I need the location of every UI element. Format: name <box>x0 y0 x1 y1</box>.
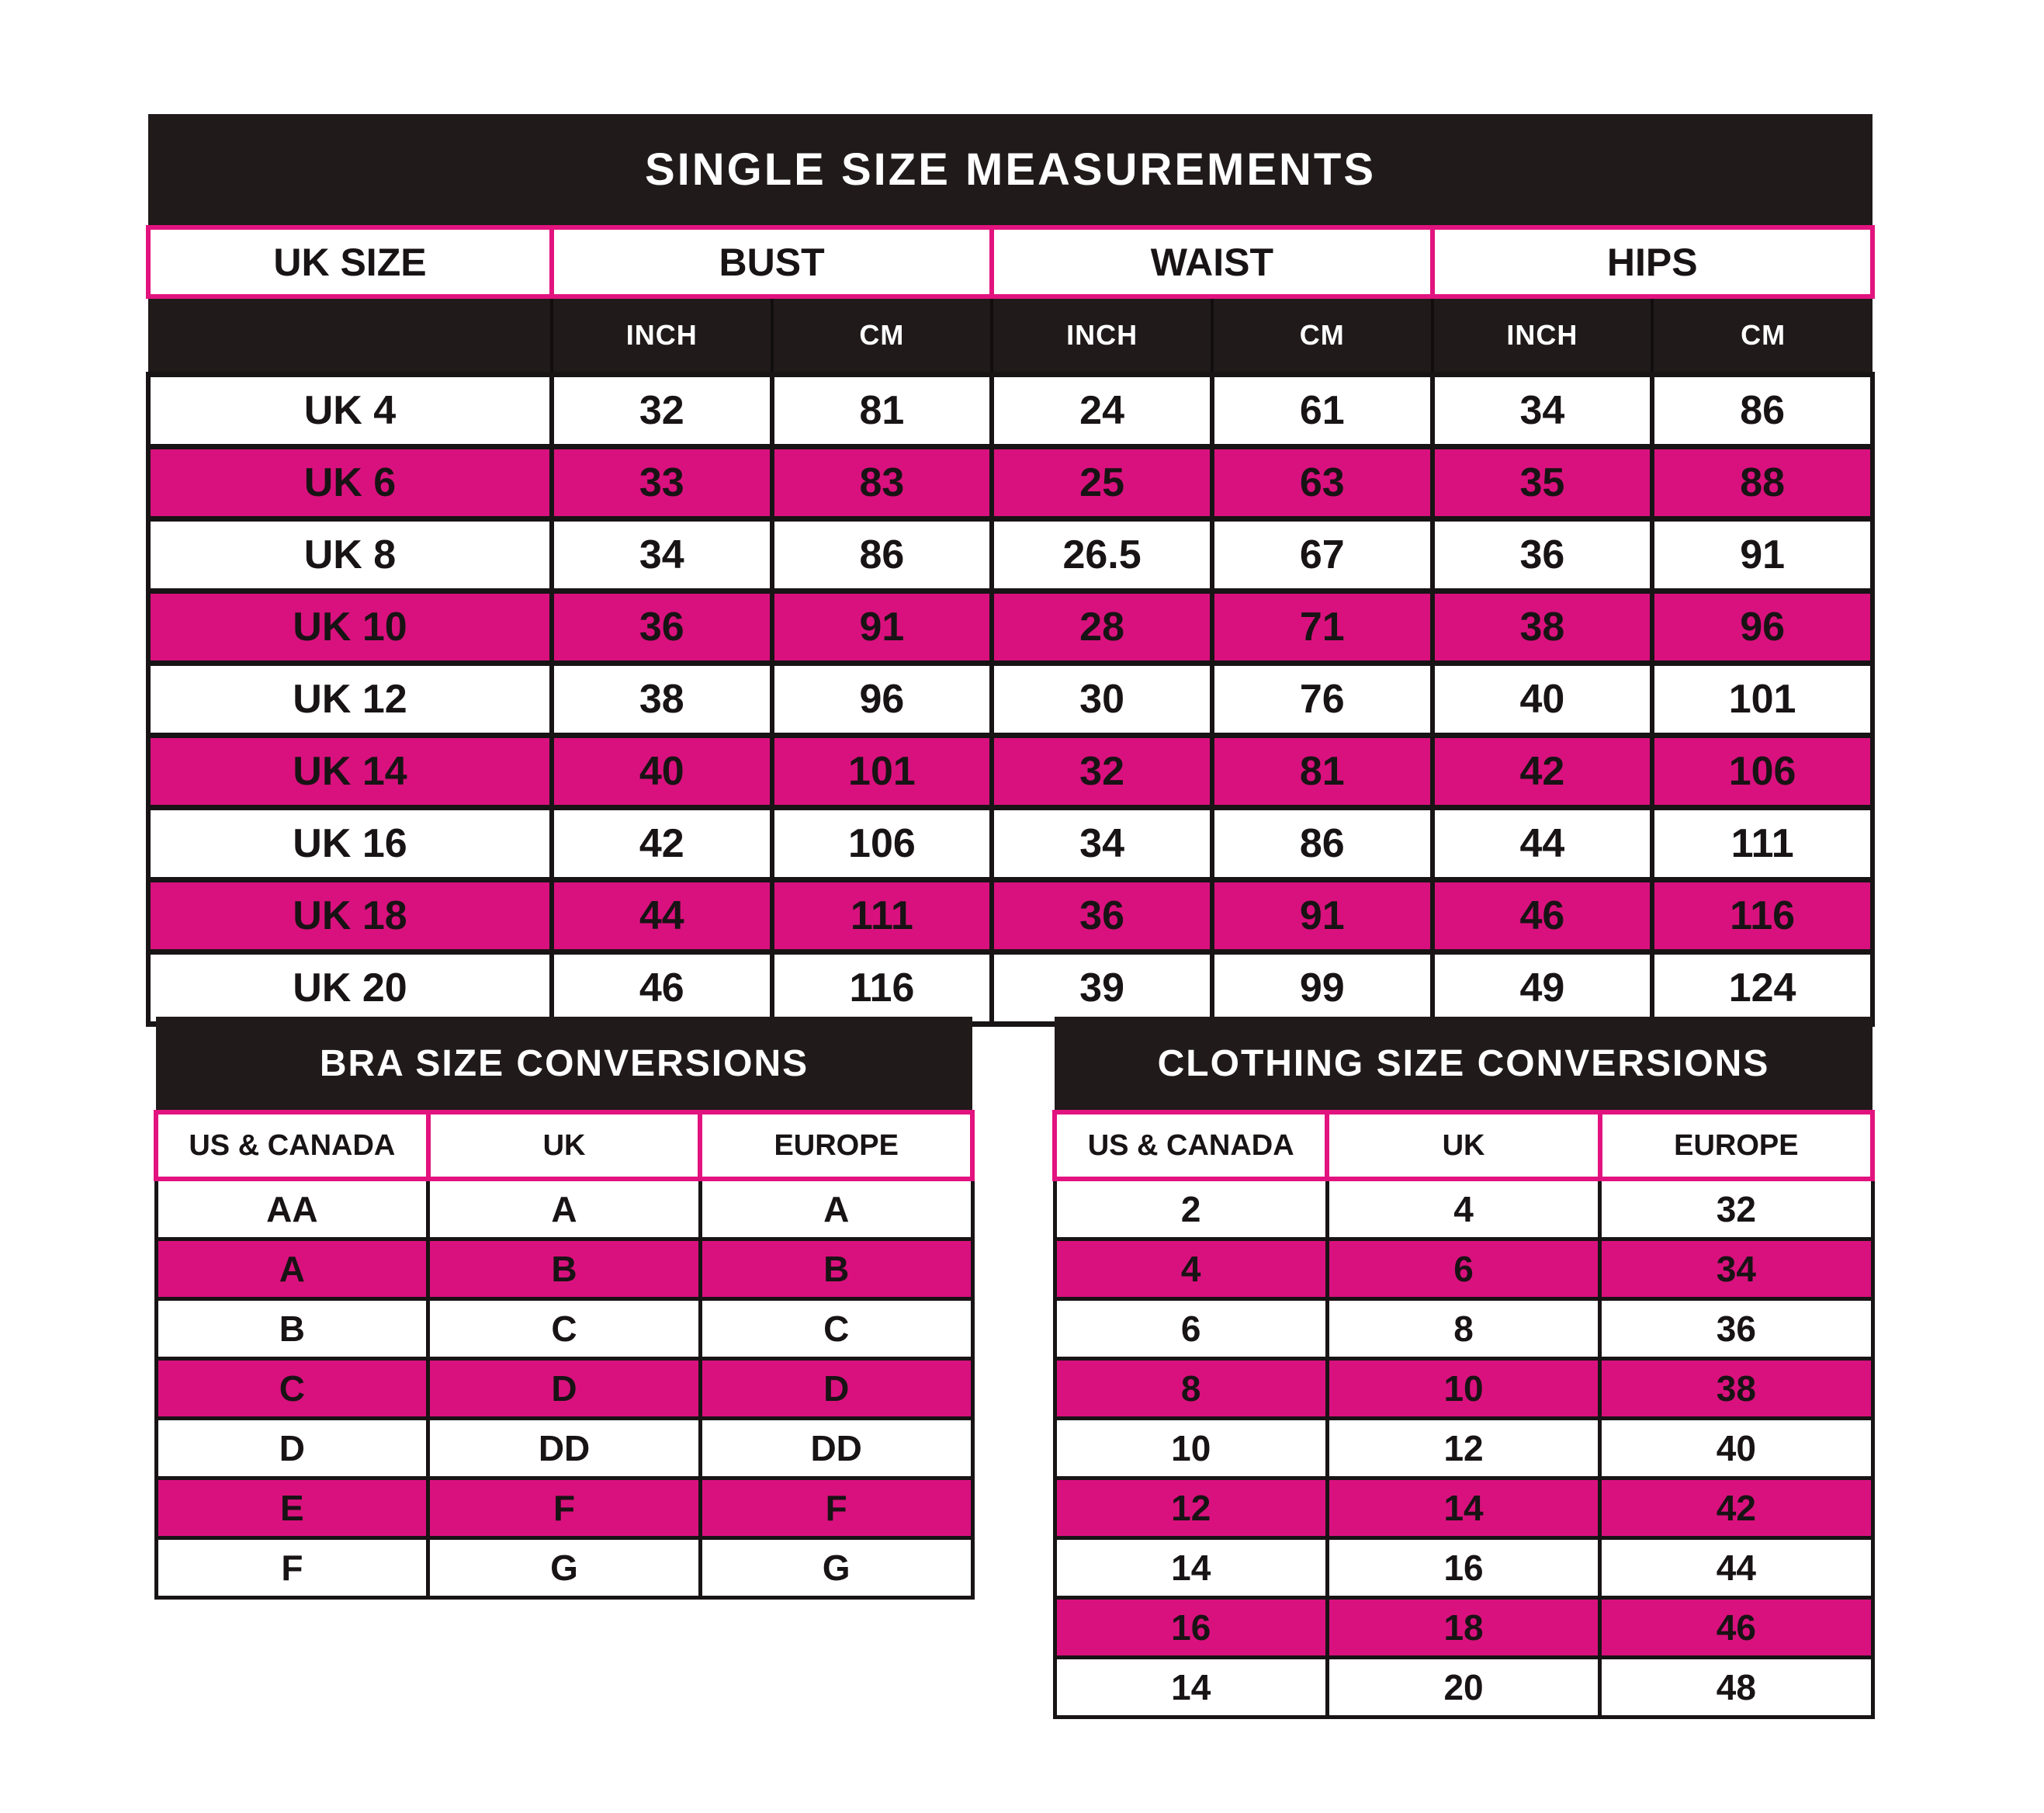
table-cell: 46 <box>1433 880 1653 952</box>
unit-header: CM <box>1212 296 1433 375</box>
table-cell: F <box>428 1478 701 1538</box>
table-row <box>148 664 1873 736</box>
table-cell: 34 <box>992 808 1212 880</box>
table-cell: 24 <box>992 375 1212 447</box>
table-row <box>1055 1179 1873 1239</box>
table-cell: 12 <box>1327 1419 1599 1478</box>
column-header-uk: UK <box>1327 1112 1599 1179</box>
table-cell: 33 <box>552 447 772 519</box>
table-row <box>1055 1299 1873 1359</box>
column-header-europe: EUROPE <box>700 1112 972 1179</box>
table-cell: AA <box>156 1179 428 1239</box>
table-cell: 40 <box>552 736 772 808</box>
table-cell: 34 <box>1600 1239 1873 1299</box>
table-row <box>148 736 1873 808</box>
table-row <box>1055 1598 1873 1658</box>
table-cell: 32 <box>992 736 1212 808</box>
table-cell: 8 <box>1327 1299 1599 1359</box>
table-row <box>148 880 1873 952</box>
table-row <box>1055 1419 1873 1478</box>
table-cell: A <box>700 1179 972 1239</box>
table-cell: D <box>156 1419 428 1478</box>
column-header-uk-size: UK SIZE <box>148 227 552 296</box>
table-cell: 36 <box>1433 519 1653 591</box>
table-row <box>156 1179 972 1239</box>
table-cell: 96 <box>1652 591 1873 664</box>
column-header-europe: EUROPE <box>1600 1112 1873 1179</box>
table-cell: 83 <box>772 447 993 519</box>
table-cell: UK 20 <box>148 952 552 1024</box>
measurements-table-body <box>148 375 1873 1024</box>
table-cell: UK 4 <box>148 375 552 447</box>
table-cell: 86 <box>1652 375 1873 447</box>
table-cell: 14 <box>1055 1658 1327 1718</box>
table-row <box>156 1538 972 1598</box>
table-row <box>148 808 1873 880</box>
table-title: SINGLE SIZE MEASUREMENTS <box>148 114 1873 227</box>
table-cell: 36 <box>992 880 1212 952</box>
table-cell: 28 <box>992 591 1212 664</box>
table-cell: 6 <box>1327 1239 1599 1299</box>
table-cell: 34 <box>1433 375 1653 447</box>
table-cell: DD <box>428 1419 701 1478</box>
table-title: CLOTHING SIZE CONVERSIONS <box>1055 1017 1873 1112</box>
table-row <box>148 447 1873 519</box>
table-cell: 46 <box>1600 1598 1873 1658</box>
table-cell: C <box>156 1359 428 1419</box>
table-cell: UK 14 <box>148 736 552 808</box>
unit-header-row <box>148 296 1873 375</box>
table-cell: 30 <box>992 664 1212 736</box>
table-cell: 76 <box>1212 664 1433 736</box>
table-cell: 42 <box>1600 1478 1873 1538</box>
table-cell: B <box>428 1239 701 1299</box>
table-cell: G <box>428 1538 701 1598</box>
column-header-bust: BUST <box>552 227 992 296</box>
table-cell: 91 <box>772 591 993 664</box>
table-cell: 111 <box>1652 808 1873 880</box>
table-cell: 101 <box>1652 664 1873 736</box>
table-cell: 36 <box>1600 1299 1873 1359</box>
table-cell: 20 <box>1327 1658 1599 1718</box>
table-row <box>148 375 1873 447</box>
table-row <box>1055 1239 1873 1299</box>
table-row <box>1055 1478 1873 1538</box>
table-cell: 116 <box>772 952 993 1024</box>
table-cell: 86 <box>1212 808 1433 880</box>
table-row <box>148 591 1873 664</box>
column-header-us-canada: US & CANADA <box>1055 1112 1327 1179</box>
table-cell: 116 <box>1652 880 1873 952</box>
table-cell: 26.5 <box>992 519 1212 591</box>
table-row <box>156 1419 972 1478</box>
table-cell: UK 6 <box>148 447 552 519</box>
table-cell: 16 <box>1327 1538 1599 1598</box>
table-cell: UK 18 <box>148 880 552 952</box>
table-cell: 48 <box>1600 1658 1873 1718</box>
table-cell: F <box>700 1478 972 1538</box>
table-cell: B <box>156 1299 428 1359</box>
table-cell: D <box>428 1359 701 1419</box>
table-row <box>1055 1359 1873 1419</box>
table-cell: 39 <box>992 952 1212 1024</box>
unit-header: CM <box>772 296 993 375</box>
table-cell: D <box>700 1359 972 1419</box>
table-cell: 32 <box>552 375 772 447</box>
column-header-hips: HIPS <box>1433 227 1873 296</box>
table-cell: 63 <box>1212 447 1433 519</box>
unit-header: INCH <box>1433 296 1653 375</box>
table-cell: UK 8 <box>148 519 552 591</box>
table-cell: 10 <box>1327 1359 1599 1419</box>
column-header-us-canada: US & CANADA <box>156 1112 428 1179</box>
table-cell: 40 <box>1433 664 1653 736</box>
table-cell: 81 <box>1212 736 1433 808</box>
table-row <box>1055 1538 1873 1598</box>
table-cell: 88 <box>1652 447 1873 519</box>
table-cell: 91 <box>1212 880 1433 952</box>
table-cell: C <box>428 1299 701 1359</box>
table-cell: 16 <box>1055 1598 1327 1658</box>
table-cell: 8 <box>1055 1359 1327 1419</box>
table-cell: 67 <box>1212 519 1433 591</box>
table-cell: 25 <box>992 447 1212 519</box>
table-cell: 38 <box>1600 1359 1873 1419</box>
table-cell: 44 <box>552 880 772 952</box>
column-header-row <box>1055 1112 1873 1179</box>
column-header-row <box>156 1112 972 1179</box>
table-cell: A <box>428 1179 701 1239</box>
table-cell: 101 <box>772 736 993 808</box>
table-cell: UK 12 <box>148 664 552 736</box>
table-cell: A <box>156 1239 428 1299</box>
table-cell: 38 <box>1433 591 1653 664</box>
unit-header: INCH <box>552 296 772 375</box>
table-cell: 18 <box>1327 1598 1599 1658</box>
table-row <box>156 1478 972 1538</box>
table-row <box>156 1359 972 1419</box>
clothing-size-table-body <box>1055 1179 1873 1718</box>
table-cell: 2 <box>1055 1179 1327 1239</box>
table-cell: 34 <box>552 519 772 591</box>
table-cell: 14 <box>1055 1538 1327 1598</box>
table-cell: 4 <box>1327 1179 1599 1239</box>
table-cell: 44 <box>1600 1538 1873 1598</box>
table-cell: 71 <box>1212 591 1433 664</box>
table-cell: UK 16 <box>148 808 552 880</box>
column-group-header-row <box>148 227 1873 296</box>
table-cell: 35 <box>1433 447 1653 519</box>
measurements-table <box>146 114 1875 1027</box>
table-cell: 14 <box>1327 1478 1599 1538</box>
table-cell: 49 <box>1433 952 1653 1024</box>
table-cell: 6 <box>1055 1299 1327 1359</box>
table-cell: 106 <box>1652 736 1873 808</box>
table-title-bar <box>148 114 1873 227</box>
table-title-bar <box>156 1017 972 1112</box>
table-cell: 42 <box>1433 736 1653 808</box>
table-title: BRA SIZE CONVERSIONS <box>156 1017 972 1112</box>
table-cell: 91 <box>1652 519 1873 591</box>
table-cell: 124 <box>1652 952 1873 1024</box>
table-cell: C <box>700 1299 972 1359</box>
unit-header: INCH <box>992 296 1212 375</box>
table-cell: DD <box>700 1419 972 1478</box>
table-row <box>148 519 1873 591</box>
table-cell: 111 <box>772 880 993 952</box>
table-cell: 38 <box>552 664 772 736</box>
table-cell: 81 <box>772 375 993 447</box>
table-row <box>156 1239 972 1299</box>
table-cell: 40 <box>1600 1419 1873 1478</box>
table-cell: 106 <box>772 808 993 880</box>
table-cell: 10 <box>1055 1419 1327 1478</box>
table-cell: 44 <box>1433 808 1653 880</box>
table-cell: UK 10 <box>148 591 552 664</box>
table-row <box>148 952 1873 1024</box>
table-row <box>156 1299 972 1359</box>
table-cell: E <box>156 1478 428 1538</box>
bra-size-table <box>154 1017 975 1600</box>
table-cell: 86 <box>772 519 993 591</box>
table-cell: 4 <box>1055 1239 1327 1299</box>
table-cell: 99 <box>1212 952 1433 1024</box>
table-cell: 96 <box>772 664 993 736</box>
table-row <box>1055 1658 1873 1718</box>
unit-header-blank <box>148 296 552 375</box>
clothing-size-table <box>1052 1017 1875 1719</box>
column-header-uk: UK <box>428 1112 701 1179</box>
table-cell: G <box>700 1538 972 1598</box>
table-cell: 42 <box>552 808 772 880</box>
table-cell: 46 <box>552 952 772 1024</box>
table-cell: 61 <box>1212 375 1433 447</box>
table-cell: B <box>700 1239 972 1299</box>
column-header-waist: WAIST <box>992 227 1432 296</box>
table-title-bar <box>1055 1017 1873 1112</box>
table-cell: 32 <box>1600 1179 1873 1239</box>
bra-size-table-body <box>156 1179 972 1598</box>
table-cell: 12 <box>1055 1478 1327 1538</box>
unit-header: CM <box>1652 296 1873 375</box>
table-cell: 36 <box>552 591 772 664</box>
table-cell: F <box>156 1538 428 1598</box>
